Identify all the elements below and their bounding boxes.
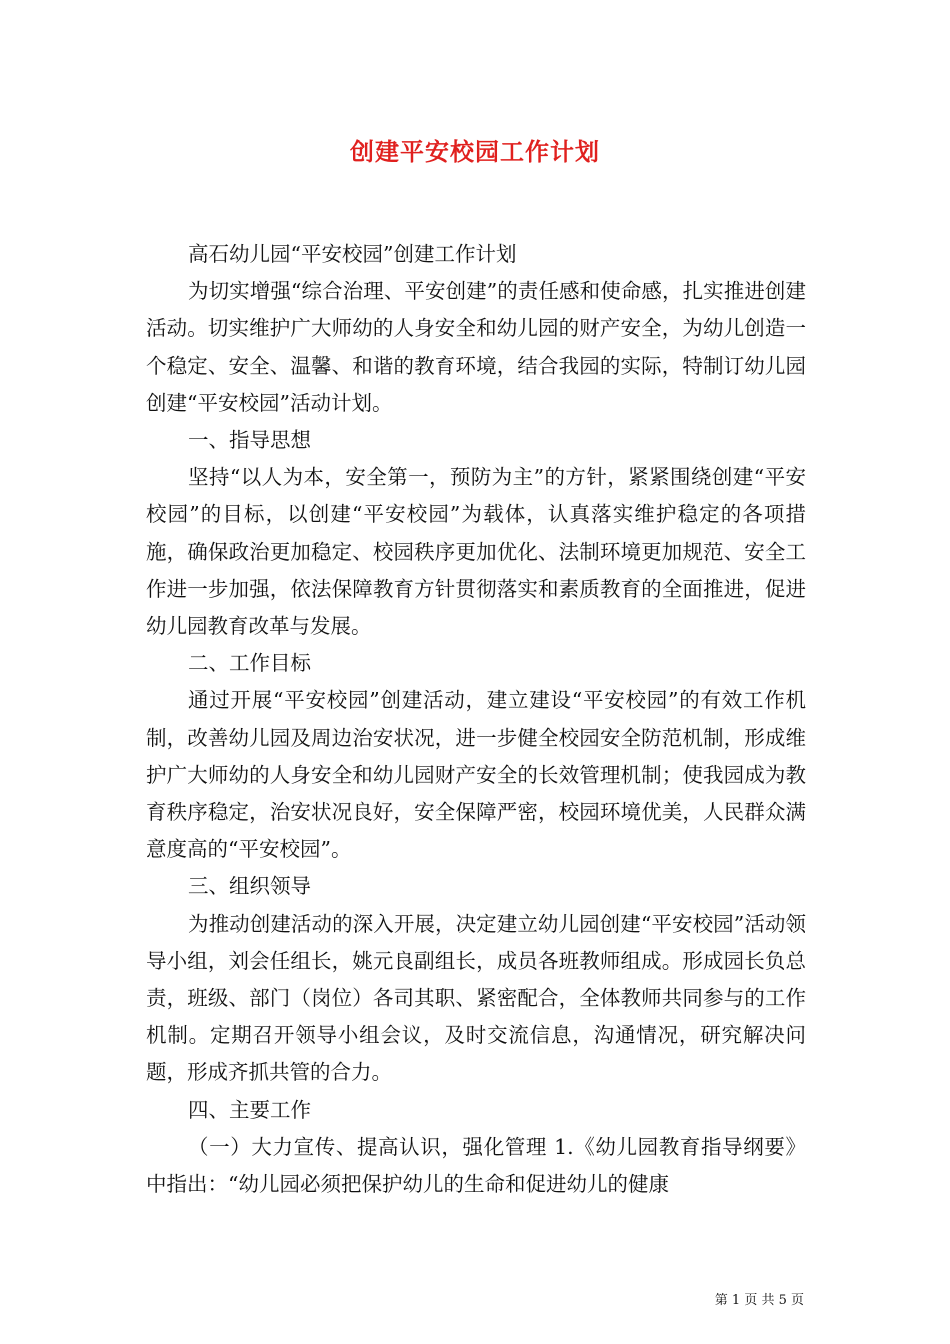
section-heading-4: 四、主要工作 [188,1097,311,1122]
section-heading-1: 一、指导思想 [188,428,311,453]
document-subtitle: 高石幼儿园“平安校园”创建工作计划 [188,242,517,266]
document-title: 创建平安校园工作计划 [350,137,600,166]
intro-paragraph: 为切实增强“综合治理、平安创建”的责任感和使命感，扎实推进创建活动。切实维护广大师幼的人身安全和幼儿园的财产安全，为幼儿创造一个稳定、安全、温馨、和谐的教育环境，结合我园的实际，特制订幼儿园创建“平安校园”活动计划。 [146,279,806,415]
section-heading-3: 三、组织领导 [188,874,311,899]
page-number: 第 1 页 共 5 页 [714,1293,804,1308]
section-paragraph-3: 为推动创建活动的深入开展，决定建立幼儿园创建“平安校园”活动领导小组，刘会任组长，姚元良副组长，成员各班教师组成。形成园长负总责，班级、部门（岗位）各司其职、紧密配合，全体教师共同参与的工作机制。定期召开领导小组会议，及时交流信息，沟通情况，研究解决问题，形成齐抓共管的合力。 [146,911,806,1085]
document-body [146,236,806,1203]
section-heading-2: 二、工作目标 [188,651,311,676]
section-paragraph-1: 坚持“以人为本，安全第一，预防为主”的方针，紧紧围绕创建“平安校园”的目标，以创建“平安校园”为载体，认真落实维护稳定的各项措施，确保政治更加稳定、校园秩序更加优化、法制环境更加规范、安全工作进一步加强，依法保障教育方针贯彻落实和素质教育的全面推进，促进幼儿园教育改革与发展。 [146,465,806,639]
section-paragraph-4: （一）大力宣传、提高认识，强化管理 1.《幼儿园教育指导纲要》中指出：“幼儿园必须把保护幼儿的生命和促进幼儿的健康 [146,1134,806,1197]
section-paragraph-2: 通过开展“平安校园”创建活动，建立建设“平安校园”的有效工作机制，改善幼儿园及周边治安状况，进一步健全校园安全防范机制，形成维护广大师幼的人身安全和幼儿园财产安全的长效管理机制；使我园成为教育秩序稳定，治安状况良好，安全保障严密，校园环境优美，人民群众满意度高的“平安校园”。 [146,688,806,862]
